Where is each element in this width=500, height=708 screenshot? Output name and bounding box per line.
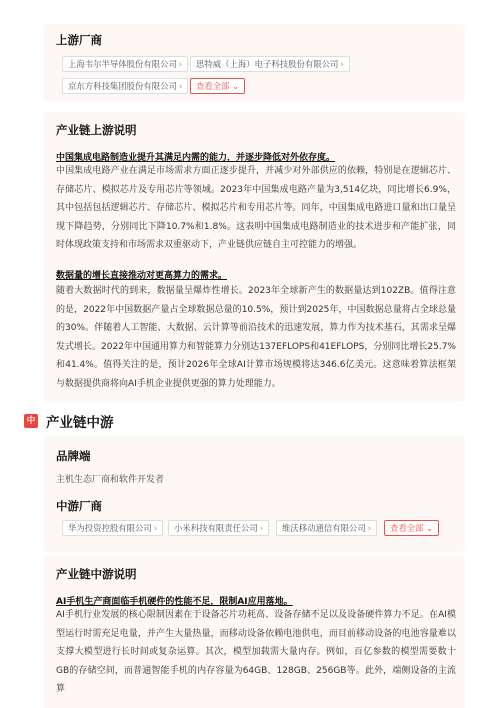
midstream-explain-title: 产业链中游说明 [56,567,137,581]
upstream-vendors-title: 上游厂商 [56,33,102,47]
brand-side-title: 品牌端 [56,449,91,463]
chevron-right-icon: › [153,523,158,533]
upstream-point2-text: 随着大数据时代的到来，数据量呈爆炸性增长。2023年全球新产生的数据量达到102ZB。值得注意的是，2022年中国数据产量占全球数据总量的10.5%，预计到2025年，中国数据总量将占全球总量的30%。伴随着人工智能、大数据、云计算等前沿技术的迅速发展，算力作为技术基石，其需求呈爆发式增长。2022年中国通用算力和智能算力分别达137EFLOPS和41EFLOPS，分别同比增长25.7%和41.4%。值得关注的是，预计2026年全球AI计算市场规模将达346.6亿美元。这意味着算法框架与数据提供商将向AI手机企业提供更强的算力处理能力。 [56,286,456,389]
midstream-vendors-title: 中游厂商 [56,499,102,513]
brand-side-desc: 主机生态厂商和软件开发者 [56,475,165,485]
chevron-down-icon: ⌄ [232,81,240,91]
chevron-right-icon: › [178,59,183,69]
chevron-down-icon: ⌄ [426,523,434,533]
chevron-right-icon: › [367,523,372,533]
vendor-chip-huawei[interactable]: 华为投资控股有限公司 › [62,520,163,536]
midstream-point1-text: AI手机行业发展的核心限制因素在于设备芯片功耗高、设备存储不足以及设备硬件算力不足。在AI模型运行时需充足电量，并产生大量热量，而移动设备依赖电池供电，而目前移动设备的电池容量难以支撑大模型进行长时间或复杂运算。其次，模型加载需大量内存。例如，百亿参数的模型需要数十GB的存储空间，而普通智能手机的内存容量为64GB、128GB、256GB等。此外，端侧设备的主流算 [56,610,456,695]
vendor-chip-vivo[interactable]: 维沃移动通信有限公司 › [276,520,377,536]
midstream-explain-card [44,556,465,708]
midstream-section-title: 产业链中游 [46,415,114,431]
vendor-chip-xiaomi[interactable]: 小米科技有限责任公司 › [168,520,269,536]
upstream-point1-heading: 中国集成电路制造业提升其满足内需的能力，并逐步降低对外依存度。 [56,153,336,163]
chevron-right-icon: › [178,81,183,91]
chevron-right-icon: › [340,59,344,69]
vendor-chip-sitewei[interactable]: 思特威（上海）电子科技股份有限公司 › [190,56,350,72]
midstream-tag: 中 [24,414,38,428]
upstream-explain-title: 产业链上游说明 [56,123,137,137]
chevron-right-icon: › [259,523,264,533]
upstream-point2-heading: 数据量的增长直接推动对更高算力的需求。 [56,271,228,281]
view-all-midstream-button[interactable]: 查看全部 ⌄ [384,520,439,536]
upstream-vendors-card [44,24,465,102]
vendor-chip-boe[interactable]: 京东方科技集团股份有限公司 › [62,78,188,94]
upstream-point1-text: 中国集成电路产业在满足市场需求方面正逐步提升，并减少对外部供应的依赖，特别是在逻辑芯片、存储芯片、模拟芯片及专用芯片等领域。2023年中国集成电路产量为3,514亿块，同比增长6.9%，其中包括包括逻辑芯片、存储芯片、模拟芯片和专用芯片等。同年，中国集成电路进口量和出口量呈现下降趋势，分别同比下降10.7%和1.8%。这表明中国集成电路制造业的技术进步和产能扩张，同时体现政策支持和市场需求双重驱动下，产业链供应链自主可控能力的增强。 [56,166,456,251]
midstream-card [44,436,465,552]
vendor-chip-weier[interactable]: 上海韦尔半导体股份有限公司 › [62,56,188,72]
upstream-explain-card [44,112,465,402]
midstream-point1-heading: AI手机生产商面临手机硬件的性能不足，限制AI应用落地。 [56,597,293,607]
view-all-upstream-button[interactable]: 查看全部 ⌄ [190,78,245,94]
